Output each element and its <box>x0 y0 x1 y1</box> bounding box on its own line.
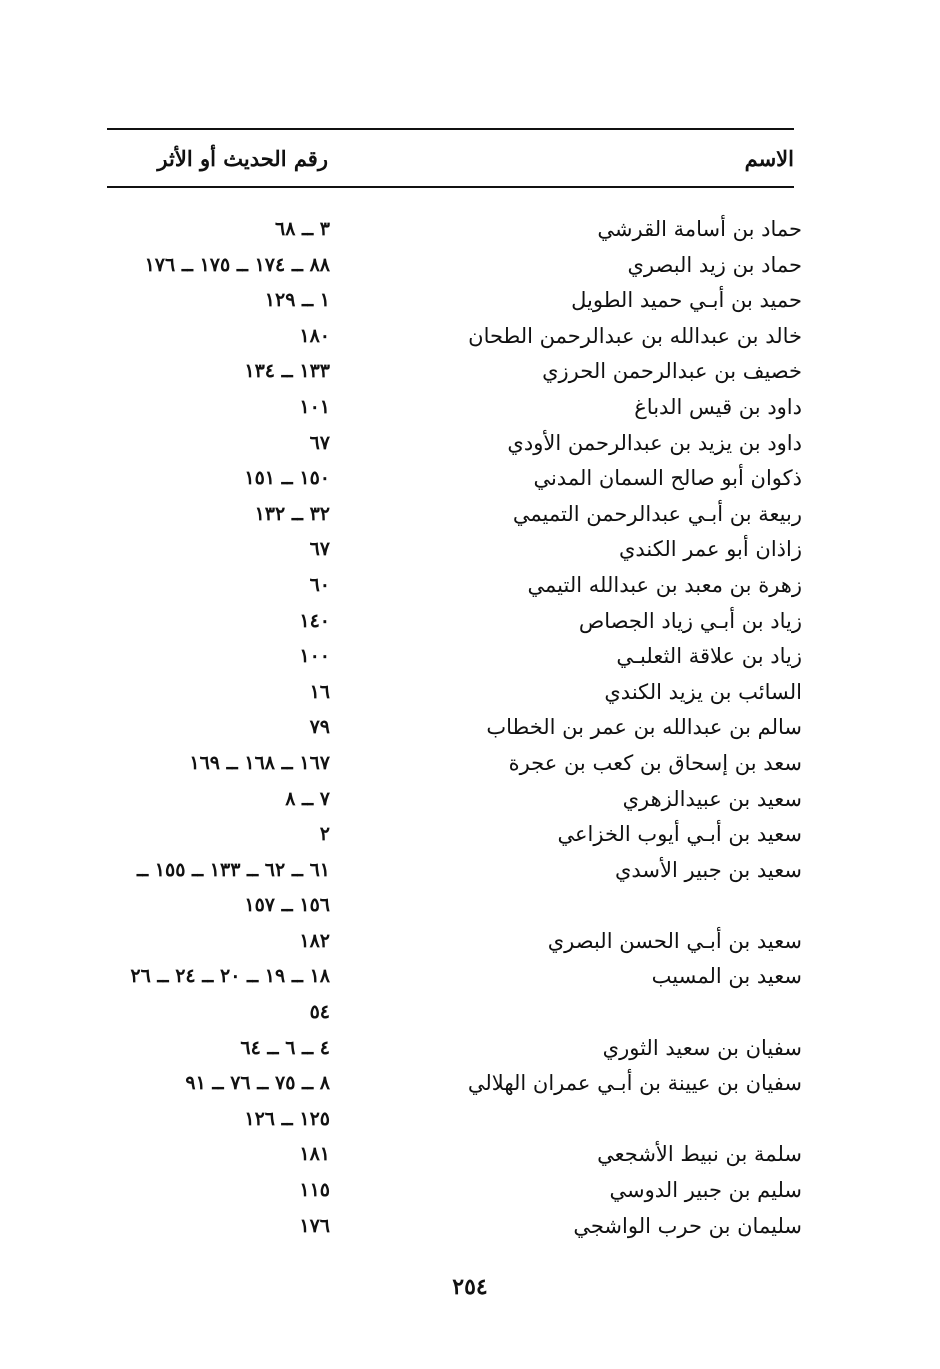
narrator-name: سعيد بن عبيدالزهري <box>622 786 802 811</box>
column-header-name: الاسم <box>744 146 794 171</box>
table-row <box>0 782 940 818</box>
narrator-name: سعيد بن أبـي الحسن البصري <box>547 928 802 953</box>
hadith-numbers: ٣٢ ــ ١٣٢ <box>254 502 330 525</box>
table-row <box>0 639 940 675</box>
hadith-numbers: ١٥٠ ــ ١٥١ <box>244 467 330 490</box>
table-row <box>0 1031 940 1067</box>
table-row <box>0 1066 940 1102</box>
table-row <box>0 568 940 604</box>
narrator-name: سليمان بن حرب الواشجي <box>573 1213 802 1238</box>
table-row <box>0 995 940 1031</box>
hadith-numbers: ١٢٥ ــ ١٢٦ <box>244 1107 330 1130</box>
hadith-numbers: ٨٨ ــ ١٧٤ ــ ١٧٥ ــ ١٧٦ <box>144 253 330 276</box>
table-row <box>0 959 940 995</box>
hadith-numbers: ٧٩ <box>309 716 330 739</box>
narrator-name: زياد بن أبـي زياد الجصاص <box>578 608 802 633</box>
hadith-numbers: ١٨٠ <box>299 324 330 347</box>
narrator-name: زهرة بن معبد بن عبدالله التيمي <box>527 572 802 597</box>
table-row <box>0 675 940 711</box>
narrator-name: سليم بن جبير الدوسي <box>609 1178 802 1203</box>
table-row <box>0 1173 940 1209</box>
hadith-numbers: ٨ ــ ٧٥ ــ ٧٦ ــ ٩١ <box>185 1072 330 1095</box>
narrator-name: خالد بن عبدالله بن عبدالرحمن الطحان <box>468 323 802 348</box>
hadith-numbers: ٧ ــ ٨ <box>285 787 330 810</box>
hadith-numbers: ١٣٣ ــ ١٣٤ <box>244 360 330 383</box>
table-row <box>0 497 940 533</box>
narrator-name: سعيد بن أبـي أيوب الخزاعي <box>557 822 802 847</box>
narrator-name: داود بن يزيد بن عبدالرحمن الأودي <box>507 430 802 455</box>
hadith-numbers: ٦٠ <box>309 573 330 596</box>
narrator-name: حماد بن أسامة القرشي <box>597 217 802 241</box>
narrator-name: السائب بن يزيد الكندي <box>604 679 802 704</box>
hadith-numbers: ٥٤ <box>309 1001 330 1024</box>
hadith-numbers: ١٦٧ ــ ١٦٨ ــ ١٦٩ <box>189 751 330 774</box>
hadith-numbers: ١٨ ــ ١٩ ــ ٢٠ ــ ٢٤ ــ ٢٦ <box>130 965 330 988</box>
table-row <box>0 461 940 497</box>
hadith-numbers: ١٧٦ <box>299 1214 330 1237</box>
table-row <box>0 354 940 390</box>
narrator-name: ذكوان أبو صالح السمان المدني <box>533 466 802 491</box>
narrator-name: سفيان بن سعيد الثوري <box>602 1035 802 1060</box>
narrator-name: ربيعة بن أبـي عبدالرحمن التميمي <box>512 501 802 526</box>
table-row <box>0 212 940 248</box>
table-row <box>0 924 940 960</box>
table-row <box>0 319 940 355</box>
table-row <box>0 604 940 640</box>
table-row <box>0 532 940 568</box>
hadith-numbers: ١٥٦ ــ ١٥٧ <box>244 894 330 917</box>
narrator-name: داود بن قيس الدباغ <box>634 394 802 419</box>
narrator-name: زاذان أبو عمر الكندي <box>618 537 802 562</box>
narrator-index-list <box>0 212 940 1244</box>
narrator-name: سعيد بن المسيب <box>651 964 802 989</box>
column-header-number: رقم الحديث أو الأثر <box>157 146 328 171</box>
narrator-name: خصيف بن عبدالرحمن الحرزي <box>542 359 802 384</box>
hadith-numbers: ٣ ــ ٦٨ <box>274 218 330 240</box>
table-row <box>0 248 940 284</box>
hadith-numbers: ١٨٢ <box>299 929 330 952</box>
table-row <box>0 853 940 889</box>
table-row <box>0 426 940 462</box>
hadith-numbers: ٢ <box>319 823 330 846</box>
narrator-name: سفيان بن عيينة بن أبـي عمران الهلالي <box>467 1071 802 1096</box>
hadith-numbers: ٦١ ــ ٦٢ ــ ١٣٣ ــ ١٥٥ ــ <box>137 858 330 881</box>
hadith-numbers: ١٦ <box>309 680 330 703</box>
table-row <box>0 1209 940 1245</box>
hadith-numbers: ٤ ــ ٦ ــ ٦٤ <box>240 1036 330 1059</box>
hadith-numbers: ٦٧ <box>309 538 330 561</box>
narrator-name: سلمة بن نبيط الأشجعي <box>597 1142 802 1167</box>
table-row <box>0 1102 940 1138</box>
table-row <box>0 390 940 426</box>
narrator-name: سعد بن إسحاق بن كعب بن عجرة <box>508 750 802 775</box>
table-row <box>0 817 940 853</box>
page-number: ٢٥٤ <box>452 1274 488 1300</box>
narrator-name: حماد بن زيد البصري <box>627 252 802 277</box>
header-bottom-rule <box>107 186 794 188</box>
hadith-numbers: ١٠١ <box>299 395 330 418</box>
table-row <box>0 283 940 319</box>
table-row <box>0 1137 940 1173</box>
hadith-numbers: ٦٧ <box>309 431 330 454</box>
narrator-name: حميد بن أبـي حميد الطويل <box>571 288 802 313</box>
hadith-numbers: ١٤٠ <box>299 609 330 632</box>
narrator-name: زياد بن علاقة الثعلبـي <box>616 644 802 669</box>
hadith-numbers: ١١٥ <box>299 1179 330 1202</box>
table-row <box>0 888 940 924</box>
header-top-rule <box>107 128 794 130</box>
table-row <box>0 746 940 782</box>
narrator-name: سالم بن عبدالله بن عمر بن الخطاب <box>486 715 802 740</box>
table-row <box>0 710 940 746</box>
hadith-numbers: ١ ــ ١٢٩ <box>264 289 330 312</box>
narrator-name: سعيد بن جبير الأسدي <box>614 857 802 882</box>
hadith-numbers: ١٨١ <box>299 1143 330 1166</box>
hadith-numbers: ١٠٠ <box>299 645 330 668</box>
